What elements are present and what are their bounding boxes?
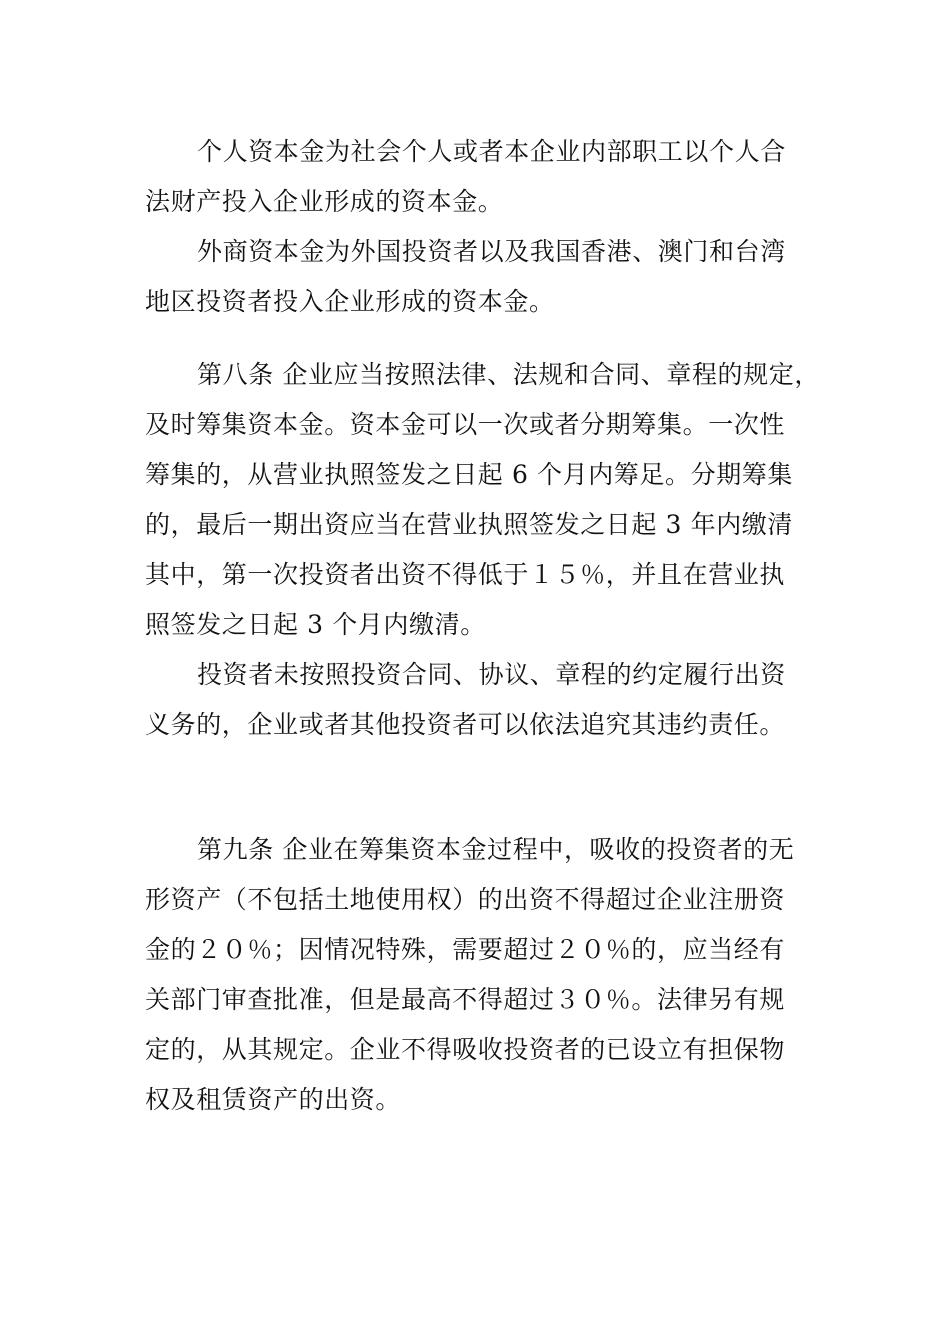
paragraph-4-line-1: 投资者未按照投资合同、协议、章程的约定履行出资 xyxy=(197,660,786,689)
article-8-line-6: 照签发之日起 3 个月内缴清。 xyxy=(145,610,486,639)
paragraph-1-line-2: 法财产投入企业形成的资本金。 xyxy=(145,187,504,216)
article-8-line-1: 第八条 企业应当按照法律、法规和合同、章程的规定， xyxy=(197,360,820,389)
article-8-line-4: 的，最后一期出资应当在营业执照签发之日起 3 年内缴清 xyxy=(145,510,794,539)
article-9-line-5: 定的，从其规定。企业不得吸收投资者的已设立有担保物 xyxy=(145,1035,786,1064)
article-9-line-1: 第九条 企业在筹集资本金过程中，吸收的投资者的无 xyxy=(197,835,795,864)
article-9-line-2: 形资产（不包括土地使用权）的出资不得超过企业注册资 xyxy=(145,885,786,914)
article-8-line-2: 及时筹集资本金。资本金可以一次或者分期筹集。一次性 xyxy=(145,410,786,439)
article-9-line-6: 权及租赁资产的出资。 xyxy=(145,1085,402,1114)
article-8-line-3: 筹集的，从营业执照签发之日起 6 个月内筹足。分期筹集 xyxy=(145,460,794,489)
paragraph-2-line-2: 地区投资者投入企业形成的资本金。 xyxy=(145,287,555,316)
article-8-line-5: 其中，第一次投资者出资不得低于１５％，并且在营业执 xyxy=(145,560,786,589)
paragraph-2-line-1: 外商资本金为外国投资者以及我国香港、澳门和台湾 xyxy=(197,237,786,266)
paragraph-4-line-2: 义务的，企业或者其他投资者可以依法追究其违约责任。 xyxy=(145,710,786,739)
paragraph-1-line-1: 个人资本金为社会个人或者本企业内部职工以个人合 xyxy=(197,137,786,166)
article-9-line-4: 关部门审查批准，但是最高不得超过３０％。法律另有规 xyxy=(145,985,786,1014)
article-9-line-3: 金的２０％；因情况特殊，需要超过２０％的，应当经有 xyxy=(145,935,786,964)
